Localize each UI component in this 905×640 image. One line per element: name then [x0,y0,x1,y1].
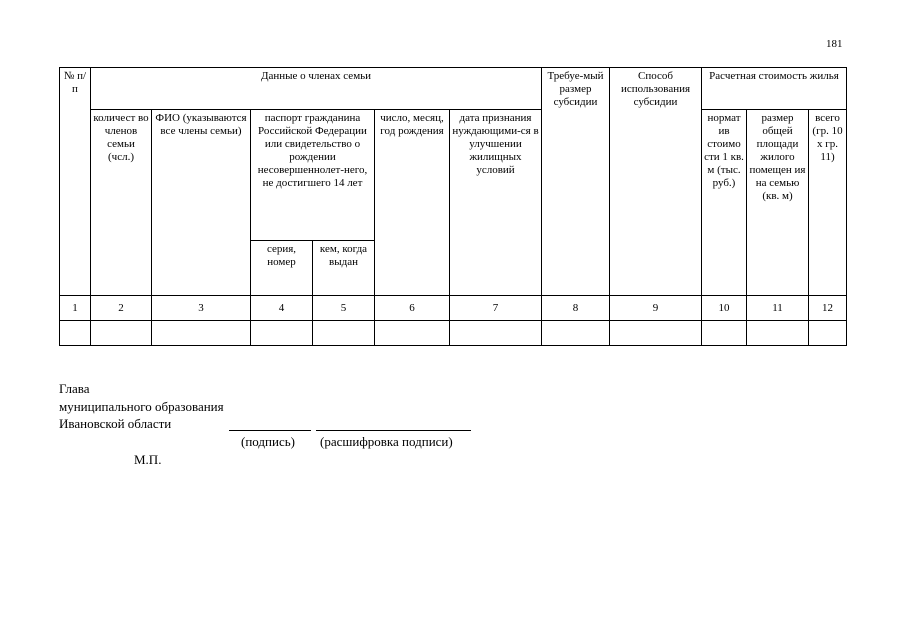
empty-cell [747,321,809,346]
header-passport: паспорт гражданина Российской Федерации или свидетельство о рождении несовершеннолет-него, не достигшего 14 лет [251,110,375,241]
header-norm-cost: нормат ив стоимо сти 1 кв. м (тыс. руб.) [702,110,747,296]
column-number: 11 [747,296,809,321]
empty-cell [313,321,375,346]
empty-cell [450,321,542,346]
header-total: всего (гр. 10 х гр. 11) [809,110,847,296]
signature-label: (подпись) [241,434,295,449]
header-recognition-date: дата признания нуждающими-ся в улучшении жилищных условий [450,110,542,296]
column-number: 7 [450,296,542,321]
empty-cell [251,321,313,346]
header-full-name: ФИО (указываются все члены семьи) [152,110,251,296]
column-number: 10 [702,296,747,321]
empty-cell [809,321,847,346]
family-data-table [59,67,847,346]
signature-region: Ивановской области [59,416,172,431]
header-member-count: количест во членов семьи (чсл.) [91,110,152,296]
header-passport-series: серия, номер [251,241,313,296]
signature-title: Глава [59,381,90,396]
header-total-area: размер общей площади жилого помещен ия на семью (кв. м) [747,110,809,296]
header-estimated-cost: Расчетная стоимость жилья [702,68,847,110]
page-number: 181 [826,38,843,50]
header-subsidy-amount: Требуе-мый размер субсидии [542,68,610,296]
decode-label: (расшифровка подписи) [320,434,453,449]
decode-line [316,430,471,431]
empty-cell [375,321,450,346]
signature-organization: муниципального образования [59,399,224,414]
column-number: 6 [375,296,450,321]
stamp-label: М.П. [134,452,162,467]
column-number: 8 [542,296,610,321]
header-passport-issued: кем, когда выдан [313,241,375,296]
empty-cell [702,321,747,346]
column-number: 4 [251,296,313,321]
signature-line [229,430,311,431]
column-number: 12 [809,296,847,321]
column-number: 3 [152,296,251,321]
empty-cell [91,321,152,346]
header-subsidy-method: Способ использования субсидии [610,68,702,296]
header-birth-date: число, месяц, год рождения [375,110,450,296]
header-family-data: Данные о членах семьи [91,68,542,110]
empty-cell [542,321,610,346]
empty-cell [610,321,702,346]
empty-cell [60,321,91,346]
column-number: 2 [91,296,152,321]
column-number: 1 [60,296,91,321]
header-number: № п/п [60,68,91,296]
empty-cell [152,321,251,346]
column-number: 5 [313,296,375,321]
column-number: 9 [610,296,702,321]
